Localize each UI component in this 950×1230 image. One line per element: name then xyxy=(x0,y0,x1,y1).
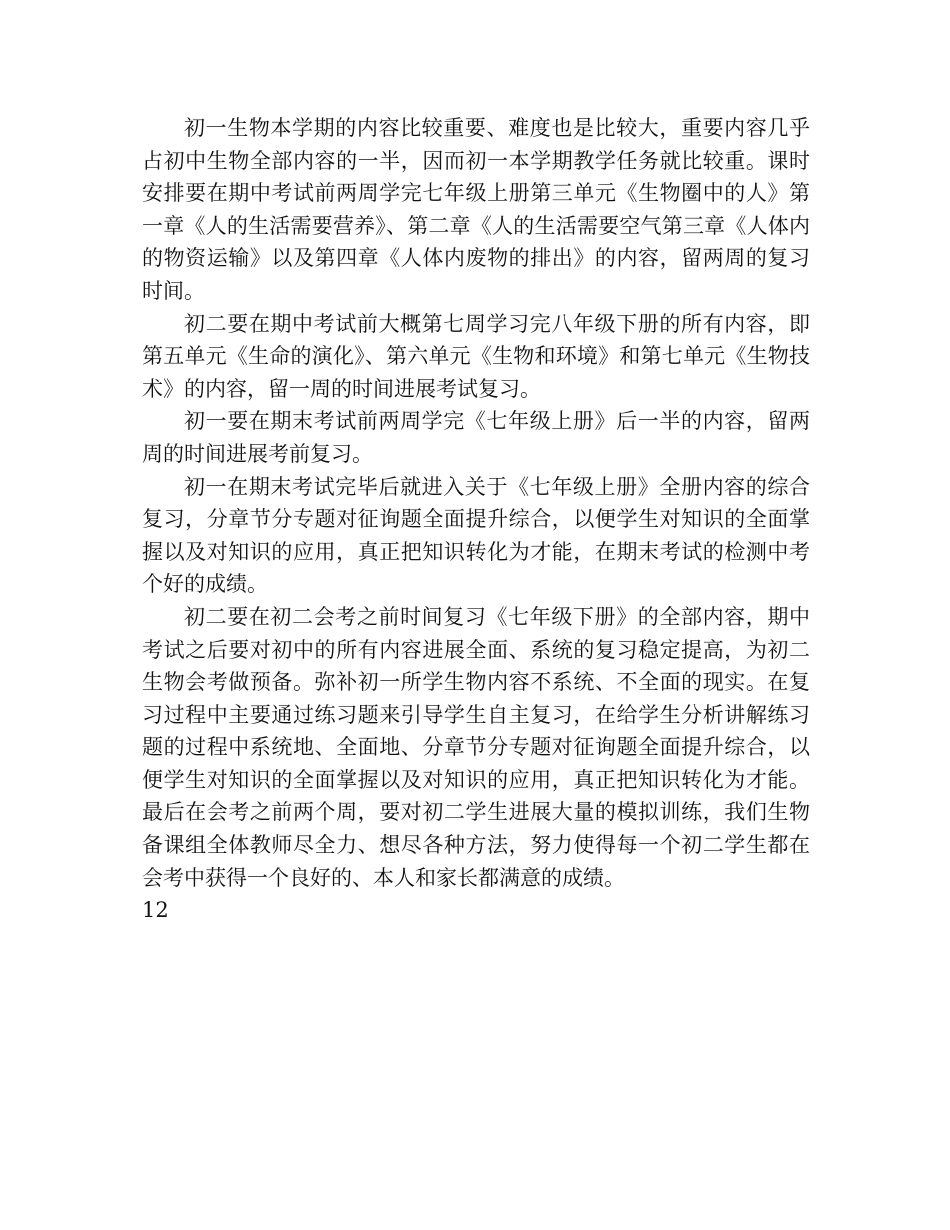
page-number: 12 xyxy=(142,898,169,923)
document-body xyxy=(142,112,810,927)
paragraph-4: 初一在期末考试完毕后就进入关于《七年级上册》全册内容的综合复习，分章节分专题对征询题全面提升综合，以便学生对知识的全面掌握以及对知识的应用，真正把知识转化为才能，在期末考试的检测中考个好的成绩。 xyxy=(142,474,810,597)
paragraph-3: 初一要在期末考试前两周学完《七年级上册》后一半的内容，留两周的时间进展考前复习。 xyxy=(142,409,810,466)
paragraph-2: 初二要在期中考试前大概第七周学习完八年级下册的所有内容，即第五单元《生命的演化》、第六单元《生物和环境》和第七单元《生物技术》的内容，留一周的时间进展考试复习。 xyxy=(142,311,810,401)
paragraph-1: 初一生物本学期的内容比较重要、难度也是比较大，重要内容几乎占初中生物全部内容的一半，因而初一本学期教学任务就比较重。课时安排要在期中考试前两周学完七年级上册第三单元《生物圈中的人》第一章《人的生活需要营养》、第二章《人的生活需要空气第三章《人体内的物资运输》以及第四章《人体内废物的排出》的内容，留两周的复习时间。 xyxy=(142,116,810,303)
paragraph-5: 初二要在初二会考之前时间复习《七年级下册》的全部内容，期中考试之后要对初中的所有内容进展全面、系统的复习稳定提高，为初二生物会考做预备。弥补初一所学生物内容不系统、不全面的现实。在复习过程中主要通过练习题来引导学生自主复习，在给学生分析讲解练习题的过程中系统地、全面地、分章节分专题对征询题全面提升综合，以便学生对知识的全面掌握以及对知识的应用，真正把知识转化为才能。最后在会考之前两个周，要对初二学生进展大量的模拟训练，我们生物备课组全体教师尽全力、想尽各种方法，努力使得每一个初二学生都在会考中获得一个良好的、本人和家长都满意的成绩。 xyxy=(142,604,810,890)
